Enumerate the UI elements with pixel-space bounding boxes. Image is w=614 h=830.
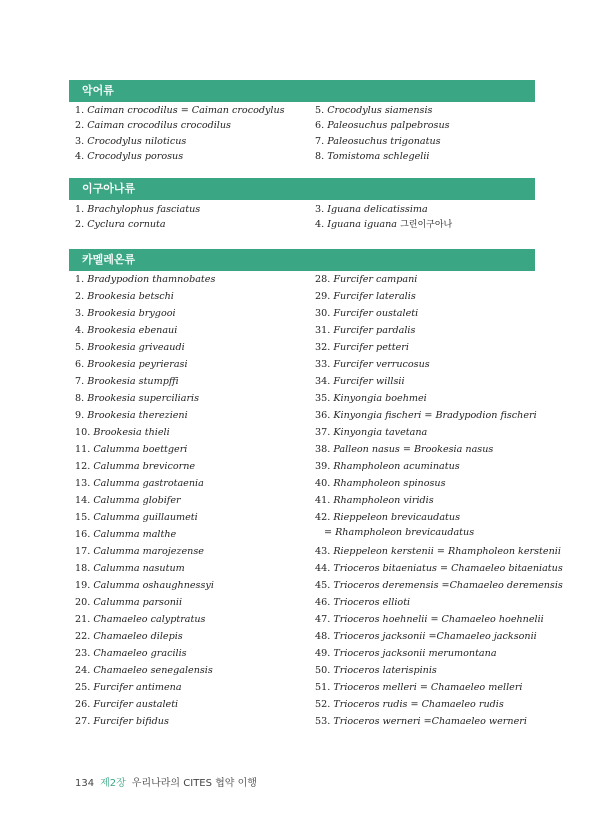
item-number: 6. xyxy=(315,120,325,132)
item-number: 10. xyxy=(75,427,91,438)
species-name: Calumma globifer xyxy=(93,495,181,506)
item-number: 44. xyxy=(315,563,331,574)
list-item xyxy=(75,272,215,289)
species-name: Furcifer lateralis xyxy=(333,291,416,302)
item-number: 7. xyxy=(315,135,325,147)
item-number: 47. xyxy=(315,614,331,625)
list-item xyxy=(75,289,215,306)
list-item xyxy=(75,680,215,697)
species-name: Furcifer oustaleti xyxy=(333,308,419,319)
list-item xyxy=(315,391,563,408)
section-header-chameleons xyxy=(69,249,535,271)
list-item xyxy=(315,374,563,391)
list-item xyxy=(315,561,563,578)
list-item xyxy=(315,103,450,118)
species-name: Furcifer petteri xyxy=(333,342,409,353)
item-number: 41. xyxy=(315,495,331,506)
item-number: 11. xyxy=(75,444,91,455)
page-number: 134 xyxy=(75,778,95,789)
species-name: Brookesia brygooi xyxy=(87,308,176,319)
species-name: Furcifer willsii xyxy=(333,376,405,387)
species-name: Paleosuchus palpebrosus xyxy=(327,120,450,132)
item-number: 2. xyxy=(75,120,85,132)
section-title: 악어류 xyxy=(82,84,114,97)
item-number: 32. xyxy=(315,342,331,353)
list-item xyxy=(75,103,285,118)
item-number: 40. xyxy=(315,478,331,489)
species-name: Trioceros bitaeniatus = Chamaeleo bitaeniatus xyxy=(333,563,563,574)
species-name: Iguana iguana xyxy=(327,219,398,231)
species-name: Bradypodion thamnobates xyxy=(87,274,216,285)
species-name: Brookesia ebenaui xyxy=(87,325,178,336)
species-name: Brachylophus fasciatus xyxy=(87,204,201,215)
item-number: 14. xyxy=(75,495,91,506)
species-name: Calumma nasutum xyxy=(93,563,185,574)
list-item xyxy=(75,510,215,527)
list-item xyxy=(75,476,215,493)
species-name: Kinyongia boehmei xyxy=(333,393,427,404)
species-name: Tomistoma schlegelii xyxy=(327,151,430,163)
species-name: Kinyongia tavetana xyxy=(333,427,428,438)
list-item xyxy=(75,202,200,217)
item-number: 52. xyxy=(315,699,331,710)
species-name: Calumma marojezense xyxy=(93,546,204,557)
item-number: 38. xyxy=(315,444,331,455)
item-number: 26. xyxy=(75,699,91,710)
item-number: 46. xyxy=(315,597,331,608)
item-number: 12. xyxy=(75,461,91,472)
species-name: Palleon nasus = Brookesia nasus xyxy=(333,444,494,455)
item-number: 22. xyxy=(75,631,91,642)
list-item xyxy=(75,306,215,323)
list-item xyxy=(315,202,452,217)
section-title: 카멜레온류 xyxy=(82,253,136,266)
page-footer xyxy=(75,774,257,789)
item-number: 33. xyxy=(315,359,331,370)
species-name: Brookesia stumpffi xyxy=(87,376,179,387)
section-title: 이구아나류 xyxy=(82,182,136,195)
item-number: 53. xyxy=(315,716,331,727)
crocodiles-list-left xyxy=(75,103,285,165)
list-item xyxy=(315,510,563,544)
list-item xyxy=(315,697,563,714)
item-number: 29. xyxy=(315,291,331,302)
item-number: 23. xyxy=(75,648,91,659)
species-name: Calumma oshaughnessyi xyxy=(93,580,214,591)
species-name: Rieppeleon brevicaudatus xyxy=(333,512,460,523)
item-number: 28. xyxy=(315,274,331,285)
item-number: 50. xyxy=(315,665,331,676)
item-number: 1. xyxy=(75,105,85,116)
item-number: 39. xyxy=(315,461,331,472)
item-number: 1. xyxy=(75,274,85,285)
list-item xyxy=(75,340,215,357)
item-number: 5. xyxy=(315,105,325,116)
list-item xyxy=(75,612,215,629)
item-number: 5. xyxy=(75,342,85,353)
item-number: 2. xyxy=(75,219,85,231)
item-number: 13. xyxy=(75,478,91,489)
item-number: 18. xyxy=(75,563,91,574)
list-item xyxy=(315,646,563,663)
list-item xyxy=(75,697,215,714)
item-number: 16. xyxy=(75,529,91,540)
list-item xyxy=(75,408,215,425)
list-item xyxy=(75,217,200,232)
species-name: Rhampholeon acuminatus xyxy=(333,461,460,472)
synonym-continuation: = Rhampholeon brevicaudatus xyxy=(324,527,475,539)
item-number: 30. xyxy=(315,308,331,319)
species-name: Chamaeleo dilepis xyxy=(93,631,183,642)
item-number: 3. xyxy=(75,308,85,319)
chameleons-list-left xyxy=(75,272,215,731)
item-number: 34. xyxy=(315,376,331,387)
item-number: 24. xyxy=(75,665,91,676)
chameleons-list-right xyxy=(315,272,563,731)
list-item xyxy=(75,357,215,374)
list-item xyxy=(315,217,452,232)
species-name: Brookesia griveaudi xyxy=(87,342,185,353)
species-name: Trioceros ellioti xyxy=(333,597,411,608)
list-item xyxy=(75,425,215,442)
species-name: Calumma parsonii xyxy=(93,597,183,608)
species-name: Calumma brevicorne xyxy=(93,461,196,472)
list-item xyxy=(75,714,215,731)
list-item xyxy=(75,578,215,595)
list-item xyxy=(75,493,215,510)
species-name: Brookesia thieli xyxy=(93,427,170,438)
list-item xyxy=(315,272,563,289)
list-item xyxy=(75,646,215,663)
list-item xyxy=(75,527,215,544)
item-number: 15. xyxy=(75,512,91,523)
chapter-title: 우리나라의 CITES 협약 이행 xyxy=(131,778,257,789)
species-name: Furcifer campani xyxy=(333,274,418,285)
species-name: Cyclura cornuta xyxy=(87,219,166,231)
item-number: 51. xyxy=(315,682,331,693)
item-number: 45. xyxy=(315,580,331,591)
section-header-iguanas xyxy=(69,178,535,200)
list-item xyxy=(315,442,563,459)
species-name: Calumma boettgeri xyxy=(93,444,188,455)
item-number: 2. xyxy=(75,291,85,302)
list-item xyxy=(315,357,563,374)
list-item xyxy=(315,612,563,629)
list-item xyxy=(315,425,563,442)
species-name: Furcifer verrucosus xyxy=(333,359,430,370)
list-item xyxy=(75,595,215,612)
list-item xyxy=(315,323,563,340)
species-name: Trioceros werneri =Chamaeleo werneri xyxy=(333,716,527,727)
iguanas-list-right xyxy=(315,202,452,233)
list-item xyxy=(315,578,563,595)
list-item xyxy=(75,149,285,164)
list-item xyxy=(75,118,285,133)
species-name: Chamaeleo senegalensis xyxy=(93,665,213,676)
list-item xyxy=(315,408,563,425)
item-number: 1. xyxy=(75,204,85,215)
list-item xyxy=(315,476,563,493)
list-item xyxy=(315,714,563,731)
iguanas-list-left xyxy=(75,202,200,233)
species-name: Brookesia superciliaris xyxy=(87,393,200,404)
item-number: 48. xyxy=(315,631,331,642)
item-number: 35. xyxy=(315,393,331,404)
species-name: Crocodylus siamensis xyxy=(327,105,433,116)
item-number: 36. xyxy=(315,410,331,421)
item-number: 42. xyxy=(315,512,331,523)
list-item xyxy=(315,544,563,561)
species-name: Chamaeleo calyptratus xyxy=(93,614,206,625)
list-item xyxy=(75,663,215,680)
species-name: Trioceros hoehnelii = Chamaeleo hoehnelii xyxy=(333,614,544,625)
species-name: Furcifer austaleti xyxy=(93,699,179,710)
species-name: Chamaeleo gracilis xyxy=(93,648,187,659)
list-item xyxy=(315,340,563,357)
species-name: Brookesia therezieni xyxy=(87,410,188,421)
item-number: 9. xyxy=(75,410,85,421)
item-number: 19. xyxy=(75,580,91,591)
list-item xyxy=(75,391,215,408)
species-name: Furcifer pardalis xyxy=(333,325,416,336)
species-name: Furcifer antimena xyxy=(93,682,182,693)
species-name: Crocodylus porosus xyxy=(87,151,184,163)
item-number: 8. xyxy=(315,151,325,163)
list-item xyxy=(315,680,563,697)
list-item xyxy=(75,374,215,391)
item-number: 43. xyxy=(315,546,331,557)
item-number: 3. xyxy=(75,135,85,147)
item-number: 4. xyxy=(315,219,325,231)
species-name: Trioceros rudis = Chamaeleo rudis xyxy=(333,699,504,710)
item-number: 37. xyxy=(315,427,331,438)
section-header-crocodiles xyxy=(69,80,535,102)
list-item xyxy=(75,323,215,340)
species-name: Rhampholeon spinosus xyxy=(333,478,446,489)
species-name: Trioceros melleri = Chamaeleo melleri xyxy=(333,682,523,693)
list-item xyxy=(75,459,215,476)
species-name: Rieppeleon kerstenii = Rhampholeon kerstenii xyxy=(333,546,561,557)
species-name: Trioceros jacksonii =Chamaeleo jacksonii xyxy=(333,631,537,642)
species-name: Kinyongia fischeri = Bradypodion fischeri xyxy=(333,410,537,421)
item-number: 49. xyxy=(315,648,331,659)
item-number: 31. xyxy=(315,325,331,336)
item-number: 4. xyxy=(75,151,85,163)
species-name: Calumma malthe xyxy=(93,529,177,540)
item-number: 4. xyxy=(75,325,85,336)
list-item xyxy=(315,493,563,510)
list-item xyxy=(315,289,563,306)
list-item xyxy=(315,149,450,164)
list-item xyxy=(75,629,215,646)
species-name: Brookesia betschi xyxy=(87,291,174,302)
item-number: 6. xyxy=(75,359,85,370)
list-item xyxy=(315,629,563,646)
list-item xyxy=(75,442,215,459)
species-name: Trioceros laterispinis xyxy=(333,665,437,676)
chapter-label: 제2장 xyxy=(100,778,126,789)
species-name: Crocodylus niloticus xyxy=(87,135,187,147)
common-name: 그린이구아나 xyxy=(400,220,453,231)
species-name: Calumma guillaumeti xyxy=(93,512,198,523)
list-item xyxy=(315,134,450,149)
list-item xyxy=(75,544,215,561)
list-item xyxy=(315,306,563,323)
list-item xyxy=(75,134,285,149)
item-number: 7. xyxy=(75,376,85,387)
item-number: 20. xyxy=(75,597,91,608)
species-name: Trioceros jacksonii merumontana xyxy=(333,648,497,659)
list-item xyxy=(315,663,563,680)
species-name: Caiman crocodilus crocodilus xyxy=(87,120,231,132)
species-name: Calumma gastrotaenia xyxy=(93,478,204,489)
species-name: Brookesia peyrierasi xyxy=(87,359,188,370)
species-name: Rhampholeon viridis xyxy=(333,495,434,506)
item-number: 8. xyxy=(75,393,85,404)
species-name: Furcifer bifidus xyxy=(93,716,169,727)
species-name: Paleosuchus trigonatus xyxy=(327,135,441,147)
list-item xyxy=(315,118,450,133)
species-name: Trioceros deremensis =Chamaeleo deremensis xyxy=(333,580,563,591)
list-item xyxy=(75,561,215,578)
species-name: Iguana delicatissima xyxy=(327,204,428,215)
item-number: 21. xyxy=(75,614,91,625)
item-number: 17. xyxy=(75,546,91,557)
list-item xyxy=(315,459,563,476)
item-number: 27. xyxy=(75,716,91,727)
item-number: 3. xyxy=(315,204,325,215)
item-number: 25. xyxy=(75,682,91,693)
crocodiles-list-right xyxy=(315,103,450,165)
list-item xyxy=(315,595,563,612)
species-name: Caiman crocodilus = Caiman crocodylus xyxy=(87,105,285,116)
